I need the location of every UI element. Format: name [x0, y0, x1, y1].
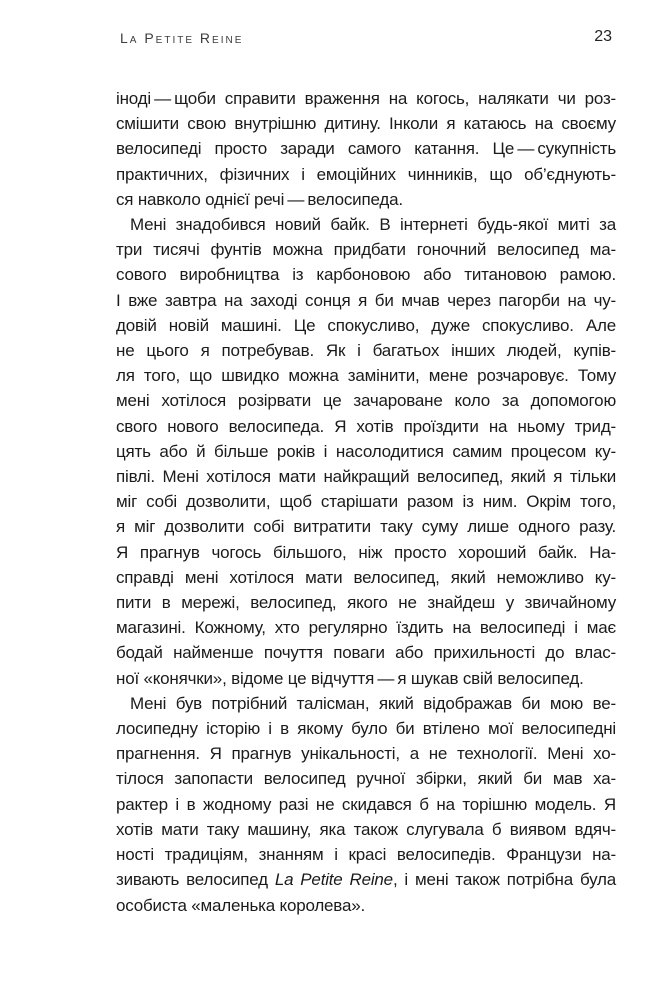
text-line: особиста «маленька королева».	[116, 895, 365, 915]
text-line: лосипедну історію і в якому було би втілено мої велосипедні	[116, 719, 616, 739]
text-line: іноді — щоби справити враження на когось, налякати чи роз-	[116, 89, 616, 108]
text-line: практичних, фізичних і емоційних чинників, що об’єднують-	[116, 164, 616, 184]
text-line: пити в мережі, велосипед, якого не знайдеш у звичайному	[116, 593, 616, 613]
text-line: магазині. Кожному, хто регулярно їздить на велосипеді і має	[116, 618, 616, 638]
text-line: цять або й більше років і насолодитися самим процесом ку-	[116, 441, 616, 461]
text-line: хотів мати таку машину, яка також слугувала б виявом вдяч-	[116, 819, 616, 839]
text-line: півлі. Мені хотілося мати найкращий велосипед, який я тільки	[116, 467, 616, 487]
text-line: Я прагнув чогось більшого, ніж просто хороший байк. На-	[116, 542, 616, 562]
text-line: рактер і в жодному разі не скидався б на торішню модель. Я	[116, 794, 616, 814]
text-line: міг собі дозволити, щоб старішати разом із ним. Окрім того,	[116, 492, 616, 512]
paragraph	[116, 691, 616, 918]
paragraph	[116, 86, 616, 212]
text-segment: зивають велосипед	[116, 870, 275, 890]
text-line: смішити свою внутрішню дитину. Інколи я катаюсь на своєму	[116, 114, 616, 134]
italic-text: La Petite Reine	[274, 870, 393, 890]
text-line: тілося запопасти велосипед ручної збірки, який би мав ха-	[116, 769, 616, 789]
text-line: прагнення. Я прагнув унікальності, а не технології. Мені хо-	[116, 744, 616, 764]
text-line: три тисячі фунтів можна придбати гоночний велосипед ма-	[116, 240, 616, 260]
text-block	[116, 86, 616, 918]
text-line: я міг дозволити собі витратити таку суму лише одного разу.	[116, 517, 616, 537]
text-segment: , і мені також потрібна була	[392, 870, 617, 890]
text-line: велосипеді просто заради самого катання. Це — сукупність	[116, 139, 616, 159]
text-line: ля того, що швидко можна замінити, мене розчаровує. Тому	[116, 366, 616, 386]
text-line: мені хотілося розірвати це зачароване коло за допомогою	[116, 391, 616, 411]
text-line: свого нового велосипеда. Я хотів проїздити на ньому трид-	[116, 416, 616, 436]
text-line: ності традиціям, знанням і красі велосипедів. Французи на-	[116, 845, 616, 865]
text-line: довій новій машині. Це спокусливо, дуже спокусливо. Але	[116, 315, 616, 335]
text-line: І вже завтра на заході сонця я би мчав через пагорби на чу-	[116, 290, 616, 310]
running-head: La Petite Reine	[120, 30, 244, 46]
text-line: не цього я потребував. Як і багатьох інших людей, купів-	[116, 341, 616, 361]
paragraph	[116, 212, 616, 691]
text-line	[116, 867, 616, 892]
text-line: сового виробництва із карбоновою або титановою рамою.	[116, 265, 616, 285]
text-line: бодай найменше почуття поваги або прихильності до влас-	[116, 643, 616, 663]
text-line: ної «конячки», відоме це відчуття — я шукав свій велосипед.	[116, 668, 584, 688]
page-number: 23	[594, 28, 612, 45]
text-line: ся навколо однієї речі — велосипеда.	[116, 189, 403, 209]
text-line: Мені був потрібний талісман, який відображав би мою ве-	[130, 693, 616, 713]
text-line: Мені знадобився новий байк. В інтернеті будь-якої миті за	[130, 215, 616, 235]
text-line: справді мені хотілося мати велосипед, який неможливо ку-	[116, 567, 616, 587]
